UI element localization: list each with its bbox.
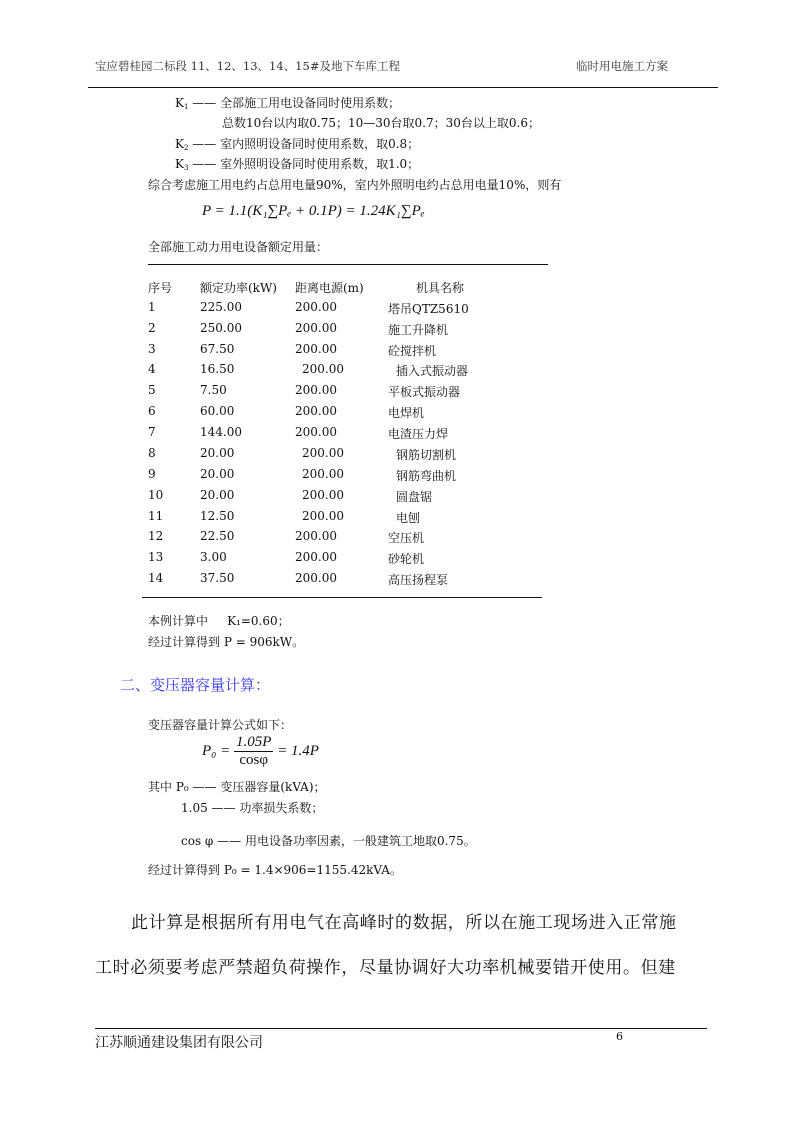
table-intro: 全部施工动力用电设备额定用量： — [148, 240, 329, 254]
paragraph-line-1: 此计算是根据所有用电气在高峰时的数据，所以在施工现场进入正常施 — [131, 913, 677, 933]
table-row: 3 67.50 200.00 砼搅拌机 — [148, 342, 437, 358]
footer-company: 江苏顺通建设集团有限公司 — [95, 1035, 263, 1051]
header-divider — [88, 87, 718, 88]
header-project: 宝应碧桂园二标段 11、12、13、14、15#及地下车库工程 — [95, 59, 400, 73]
formula-p0: P₀ = $\frac{1.05P}{\cos\varphi}$ = 1.4P — [202, 734, 319, 768]
page-number: 6 — [616, 1030, 623, 1043]
table-row: 7 144.00 200.00 电渣压力焊 — [148, 425, 449, 441]
section-2-intro: 变压器容量计算公式如下： — [148, 718, 293, 732]
table-bottom-rule — [142, 597, 542, 598]
p0-result: 经过计算得到 P₀ = 1.4×906=1155.42kVA。 — [148, 863, 402, 877]
k2-def: $K_2$ —— 室内照明设备同时使用系数，取0.8； — [175, 137, 420, 152]
table-row: 9 20.00 200.00 钢筋弯曲机 — [148, 467, 457, 483]
p-result: 经过计算得到 P = 906kW。 — [148, 635, 305, 649]
cos-phi-def: cos φ —— 用电设备功率因素，一般建筑工地取0.75。 — [181, 834, 476, 848]
table-row: 11 12.50 200.00 电刨 — [148, 509, 421, 525]
table-row: 5 7.50 200.00 平板式振动器 — [148, 383, 461, 399]
formula-p: P = 1.1(K₁∑Pₑ + 0.1P) = 1.24K₁∑Pₑ — [202, 203, 425, 219]
header-title: 临时用电施工方案 — [576, 59, 668, 73]
table-row: 12 22.50 200.00 空压机 — [148, 529, 425, 545]
table-row: 1 225.00 200.00 塔吊QTZ5610 — [148, 300, 469, 316]
footer-divider — [95, 1028, 707, 1029]
table-top-rule — [148, 264, 548, 265]
k1-values: 总数10台以内取0.75；10—30台取0.7；30台以上取0.6； — [222, 116, 540, 130]
table-row: 14 37.50 200.00 高压扬程泵 — [148, 571, 449, 587]
table-row: 2 250.00 200.00 施工升降机 — [148, 321, 449, 337]
table-row: 4 16.50 200.00 插入式振动器 — [148, 362, 469, 378]
paragraph-line-2: 工时必须要考虑严禁超负荷操作，尽量协调好大功率机械要错开使用。但建 — [95, 958, 676, 978]
k1-def: $K_1$ —— 全部施工用电设备同时使用系数； — [175, 96, 401, 111]
loss-factor-def: 1.05 —— 功率损失系数； — [181, 801, 324, 815]
summary-text: 综合考虑施工用电约占总用电量90%，室内外照明电约占总用电量10%，则有 — [148, 178, 562, 192]
table-row: 10 20.00 200.00 圆盘锯 — [148, 488, 433, 504]
table-header: 序号 额定功率(kW) 距离电源(m) 机具名称 — [148, 281, 465, 295]
table-row: 6 60.00 200.00 电焊机 — [148, 404, 425, 420]
table-row: 8 20.00 200.00 钢筋切割机 — [148, 446, 457, 462]
p0-def: 其中 P₀ —— 变压器容量(kVA)； — [148, 780, 326, 794]
k1-value-line: 本例计算中 K₁=0.60； — [148, 614, 290, 628]
k3-def: $K_3$ —— 室外照明设备同时使用系数，取1.0； — [175, 157, 420, 172]
table-row: 13 3.00 200.00 砂轮机 — [148, 550, 425, 566]
section-2-title: 二、变压器容量计算： — [120, 676, 271, 694]
